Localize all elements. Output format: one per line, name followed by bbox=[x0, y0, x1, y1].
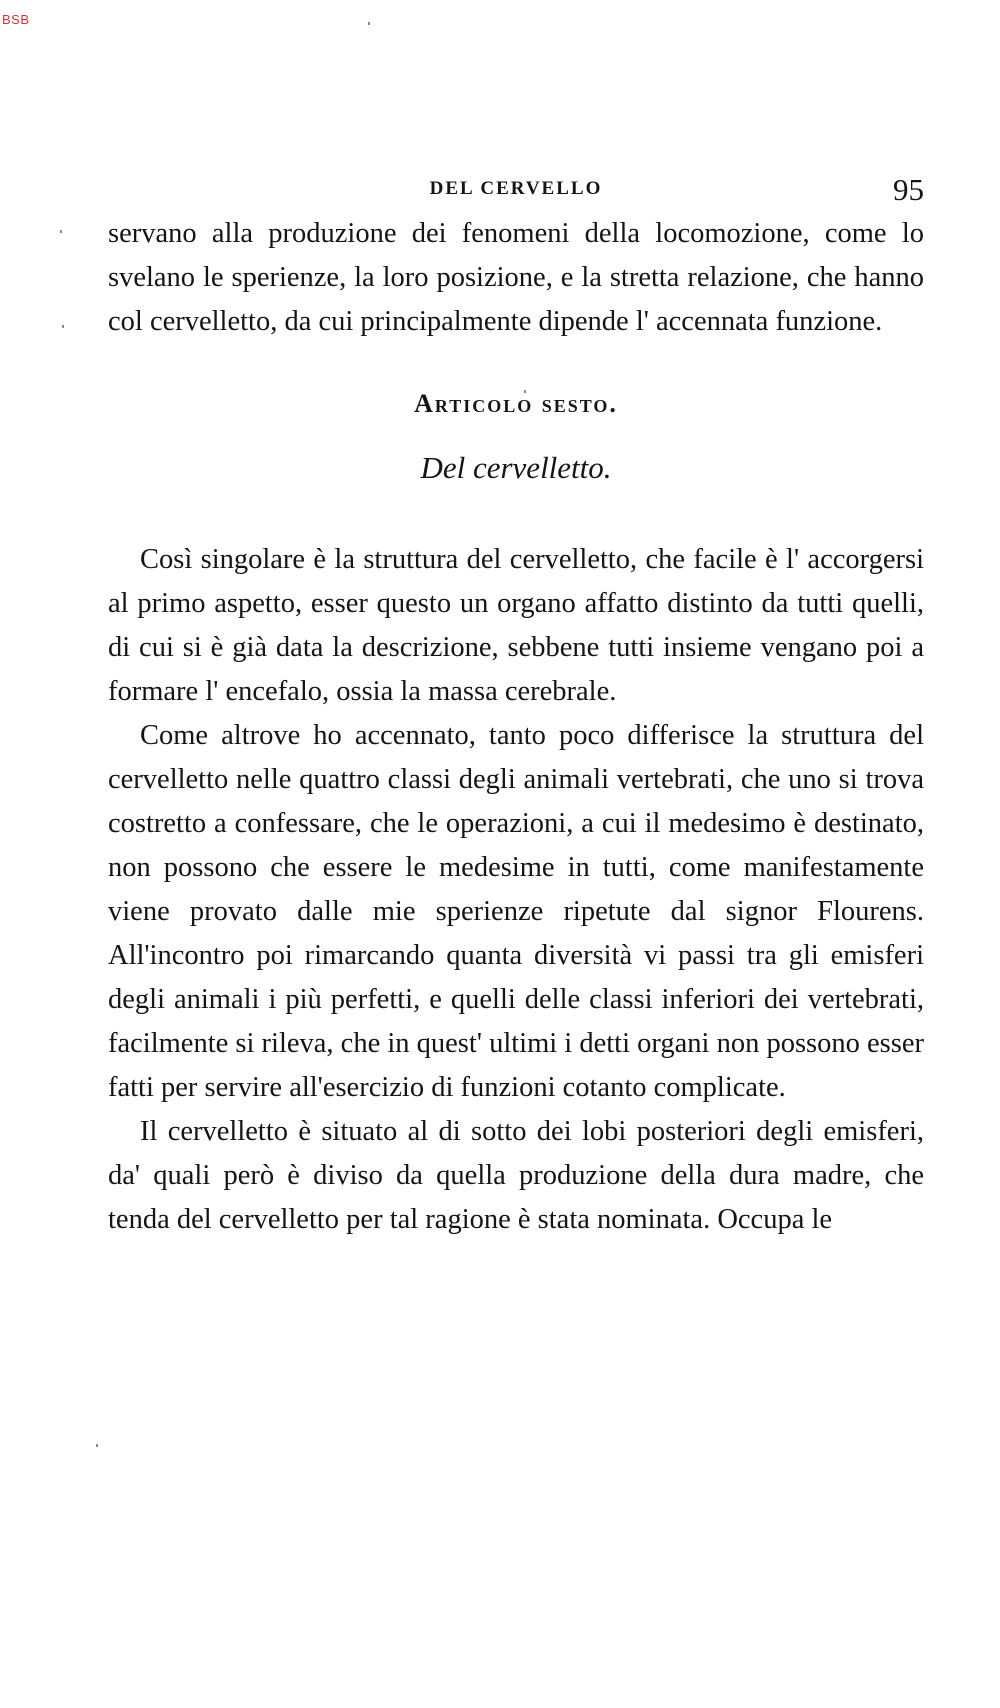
page-header bbox=[108, 172, 924, 212]
continuation-paragraph: servano alla produzione dei fenomeni della locomozione, come lo svelano le sperienze, la loro posizione, e la stretta relazione, che hanno col cervelletto, da cui principalmente dipende l' accennata funzione. bbox=[108, 218, 924, 337]
page-body bbox=[108, 212, 924, 1242]
running-head: DEL CERVELLO bbox=[429, 178, 603, 199]
body-paragraph: Così singolare è la struttura del cervelletto, che facile è l' accorgersi al primo aspetto, esser questo un organo affatto distinto da tutti quelli, di cui si è già data la descrizione, sebbene tutti insieme vengano poi a formare l' encefalo, ossia la massa cerebrale. bbox=[108, 544, 924, 707]
library-watermark: BSB bbox=[2, 12, 30, 27]
paper-speck bbox=[62, 325, 64, 328]
body-paragraph: Il cervelletto è situato al di sotto dei lobi posteriori degli emisferi, da' quali però è diviso da quella produzione della dura madre, che tenda del cervelletto per tal ragione è stata nominata. Occupa le bbox=[108, 1116, 924, 1235]
paper-speck bbox=[368, 22, 370, 25]
body-paragraph: Come altrove ho accennato, tanto poco differisce la struttura del cervelletto nelle quattro classi degli animali vertebrati, che uno si trova costretto a confessare, che le operazioni, a cui il medesimo è destinato, non possono che essere le medesime in tutti, come manifestamente viene provato dalle mie sperienze ripetute dal signor Flourens. All'incontro poi rimarcando quanta diversità vi passi tra gli emisferi degli animali i più perfetti, e quelli delle classi inferiori dei vertebrati, facilmente si rileva, che in quest' ultimi i detti organi non possono esser fatti per servire all'esercizio di funzioni cotanto complicate. bbox=[108, 720, 924, 1103]
paper-speck bbox=[96, 1444, 98, 1447]
page-number: 95 bbox=[893, 172, 924, 207]
section-title: Del cervelletto. bbox=[420, 450, 612, 485]
article-heading: Articolo sesto. bbox=[414, 389, 618, 418]
paper-speck bbox=[60, 230, 62, 233]
